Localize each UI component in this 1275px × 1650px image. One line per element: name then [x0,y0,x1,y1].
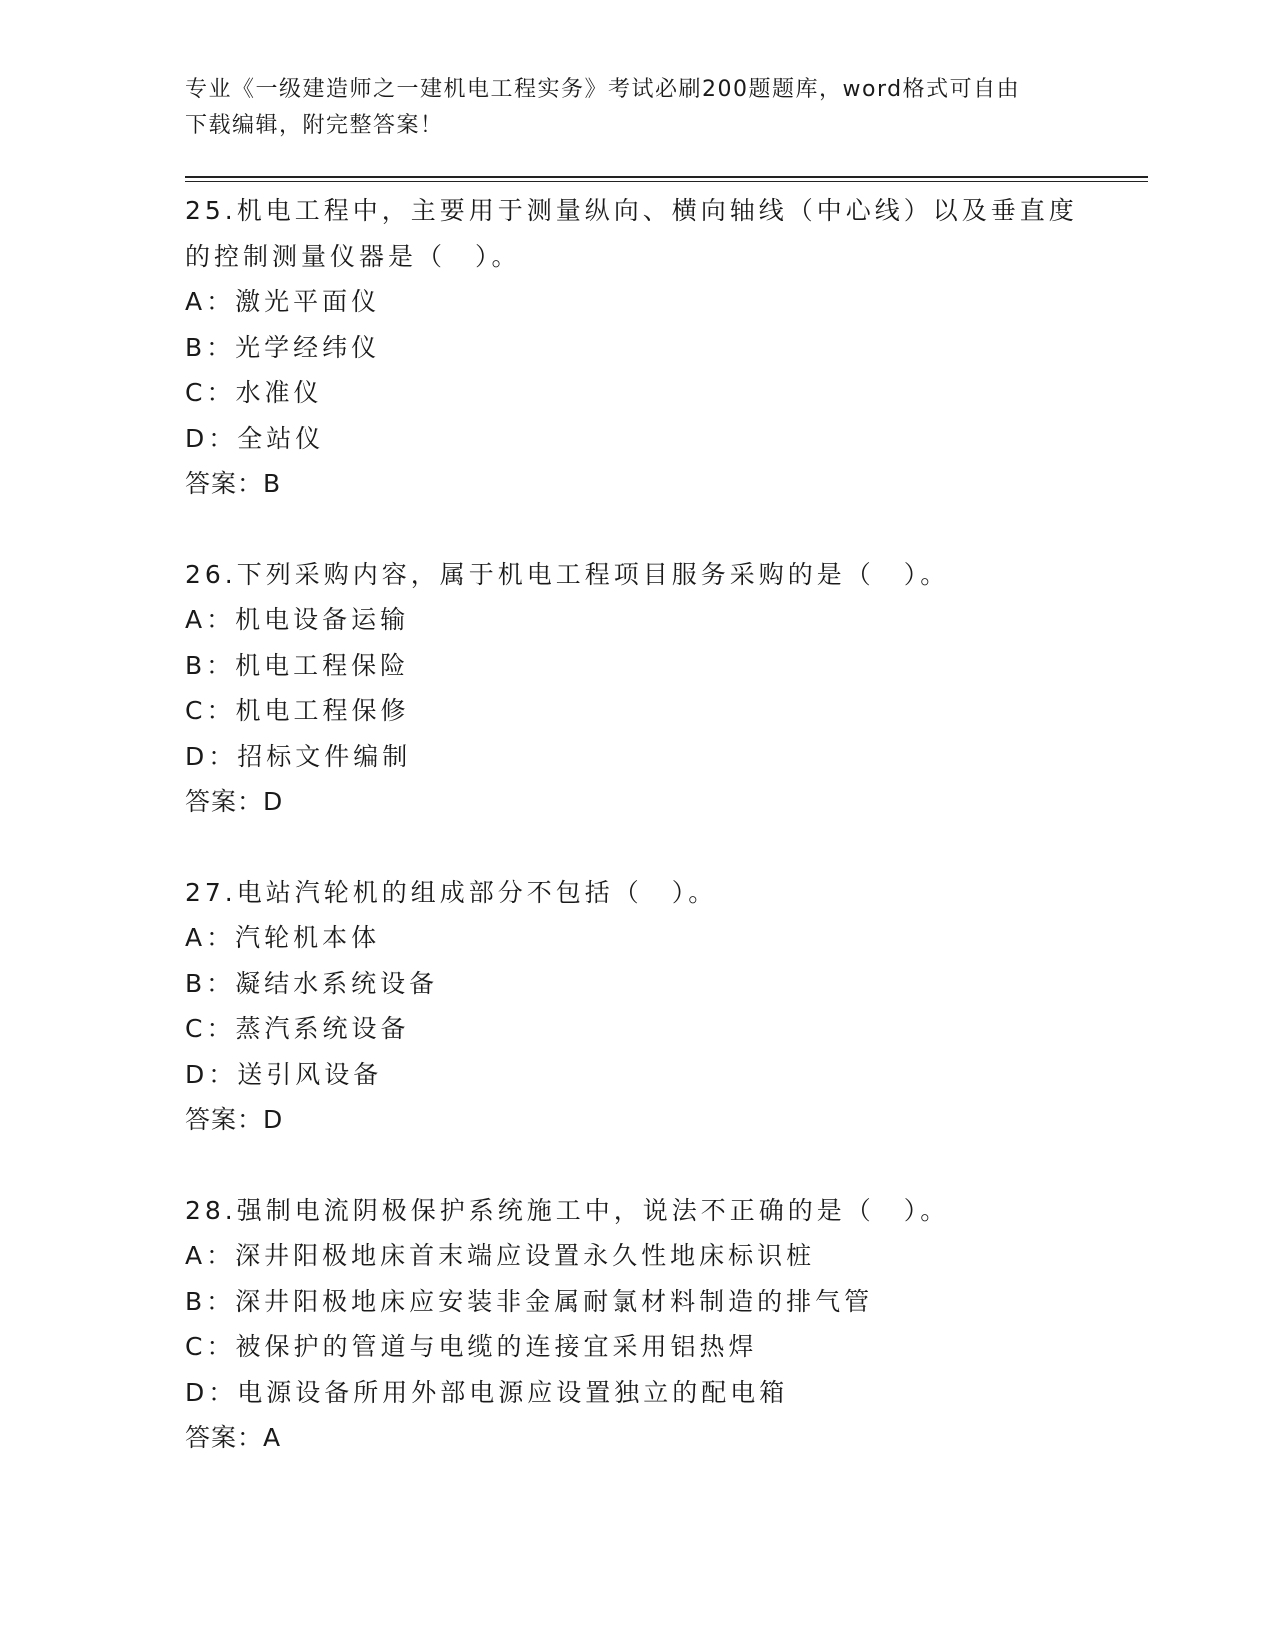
question-stem-continued: 的控制测量仪器是（ ）。 [185,241,521,271]
option-c: C：水准仪 [185,378,323,407]
option-c: C：机电工程保修 [185,696,410,725]
option-b: B：光学经纬仪 [185,332,381,362]
question-25 [185,188,1145,507]
option-d: D：电源设备所用外部电源应设置独立的配电箱 [185,1377,789,1407]
question-stem: 27.电站汽轮机的组成部分不包括（ ）。 [185,877,718,907]
option-a: A：激光平面仪 [185,287,381,316]
option-c: C：被保护的管道与电缆的连接宜采用铝热焊 [185,1332,758,1361]
option-b: B：机电工程保险 [185,650,410,680]
header-divider-thin [185,181,1148,182]
option-b: B：凝结水系统设备 [185,968,439,998]
question-list [185,188,1145,1506]
option-b: B：深井阳极地床应安装非金属耐氯材料制造的排气管 [185,1286,874,1316]
header-line-1: 专业《一级建造师之一建机电工程实务》考试必刷200题题库，word格式可自由 [185,77,1021,102]
option-a: A：机电设备运输 [185,605,410,634]
answer: 答案：A [185,1423,282,1452]
question-27 [185,870,1145,1143]
header-divider-thick [185,176,1148,178]
option-d: D：招标文件编制 [185,741,412,771]
option-c: C：蒸汽系统设备 [185,1014,410,1043]
option-a: A：汽轮机本体 [185,923,381,952]
header-line-2: 下载编辑，附完整答案！ [185,113,444,138]
answer: 答案：D [185,1105,284,1134]
question-stem: 25.机电工程中，主要用于测量纵向、横向轴线（中心线）以及垂直度 [185,196,1078,225]
answer: 答案：B [185,469,282,498]
option-d: D：送引风设备 [185,1059,383,1089]
question-28 [185,1188,1145,1461]
option-a: A：深井阳极地床首末端应设置永久性地床标识桩 [185,1241,816,1270]
question-stem: 28.强制电流阴极保护系统施工中，说法不正确的是（ ）。 [185,1195,950,1225]
question-26 [185,552,1145,825]
answer: 答案：D [185,787,284,816]
question-stem: 26.下列采购内容，属于机电工程项目服务采购的是（ ）。 [185,559,950,589]
document-header [185,72,1085,144]
option-d: D：全站仪 [185,423,325,453]
